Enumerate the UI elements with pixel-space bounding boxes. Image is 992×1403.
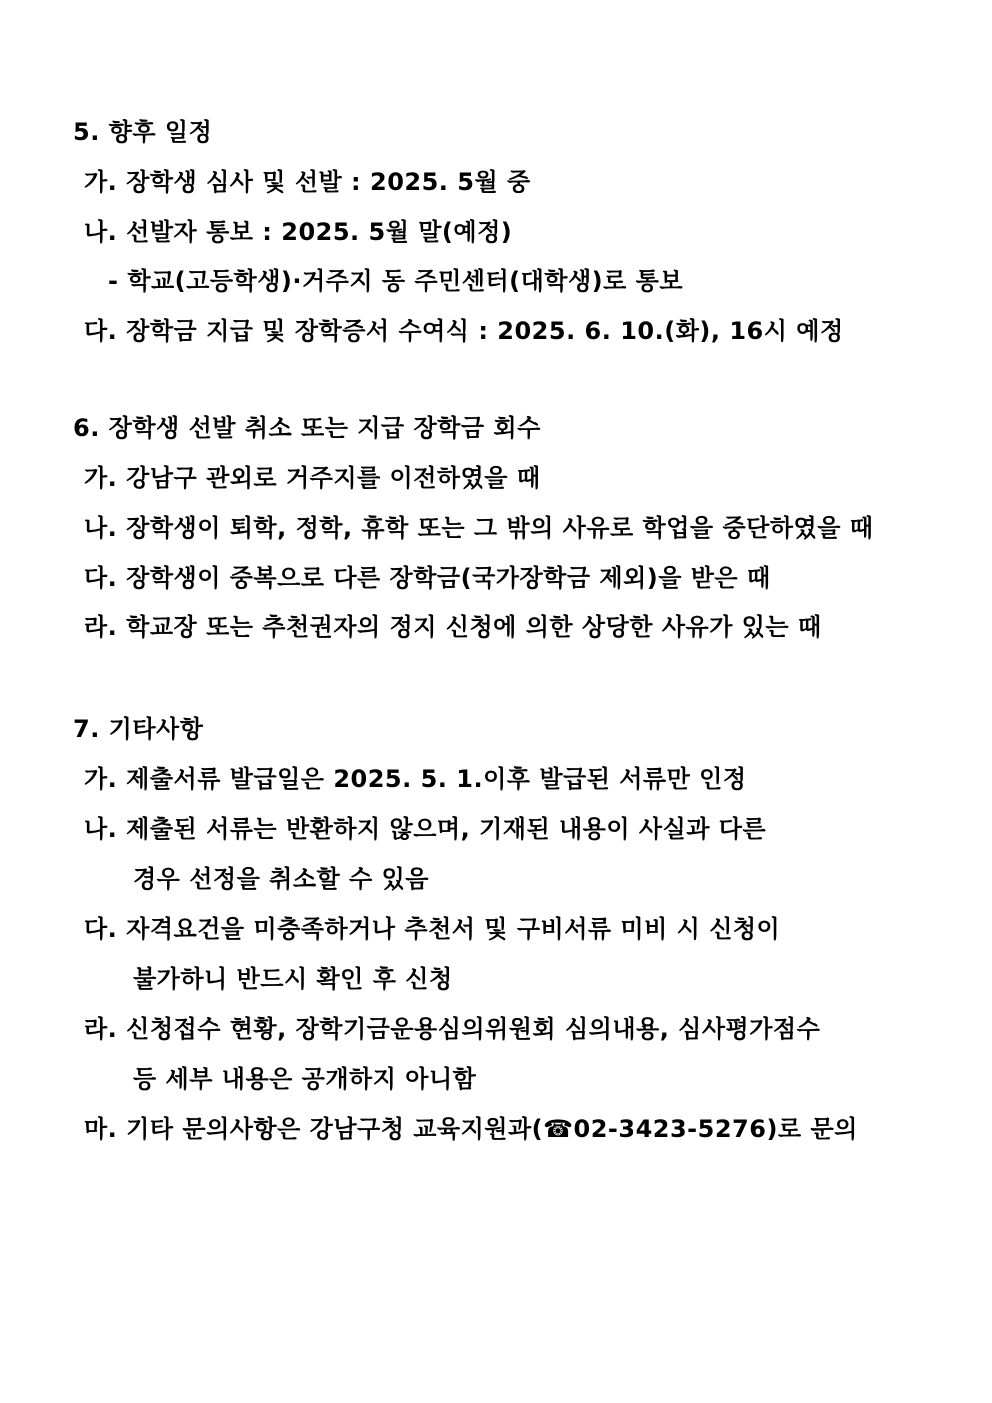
list-item: 가. 장학생 심사 및 선발 : 2025. 5월 중 [84, 168, 531, 196]
list-item-continuation: 불가하니 반드시 확인 후 신청 [133, 965, 453, 993]
list-item: 나. 선발자 통보 : 2025. 5월 말(예정) [84, 218, 513, 246]
list-item-continuation: 등 세부 내용은 공개하지 아니함 [133, 1065, 477, 1093]
list-item: 나. 제출된 서류는 반환하지 않으며, 기재된 내용이 사실과 다른 [84, 815, 767, 843]
list-item: 라. 신청접수 현황, 장학기금운용심의위원회 심의내용, 심사평가점수 [84, 1015, 821, 1043]
list-subitem: - 학교(고등학생)·거주지 동 주민센터(대학생)로 통보 [108, 267, 684, 295]
section-heading-schedule: 5. 향후 일정 [73, 118, 213, 146]
section-heading-other: 7. 기타사항 [73, 715, 204, 743]
list-item-continuation: 경우 선정을 취소할 수 있음 [133, 865, 429, 893]
list-item: 가. 제출서류 발급일은 2025. 5. 1.이후 발급된 서류만 인정 [84, 765, 747, 793]
list-item: 다. 자격요건을 미충족하거나 추천서 및 구비서류 미비 시 신청이 [84, 915, 781, 943]
list-item: 마. 기타 문의사항은 강남구청 교육지원과(☎02-3423-5276)로 문의 [84, 1115, 858, 1143]
list-item: 다. 장학생이 중복으로 다른 장학금(국가장학금 제외)을 받은 때 [84, 564, 771, 592]
list-item: 다. 장학금 지급 및 장학증서 수여식 : 2025. 6. 10.(화), 16시 예정 [84, 317, 844, 345]
list-item: 가. 강남구 관외로 거주지를 이전하였을 때 [84, 464, 541, 492]
list-item: 나. 장학생이 퇴학, 정학, 휴학 또는 그 밖의 사유로 학업을 중단하였을 때 [84, 514, 874, 542]
section-heading-cancellation: 6. 장학생 선발 취소 또는 지급 장학금 회수 [73, 414, 541, 442]
list-item: 라. 학교장 또는 추천권자의 정지 신청에 의한 상당한 사유가 있는 때 [84, 613, 822, 641]
